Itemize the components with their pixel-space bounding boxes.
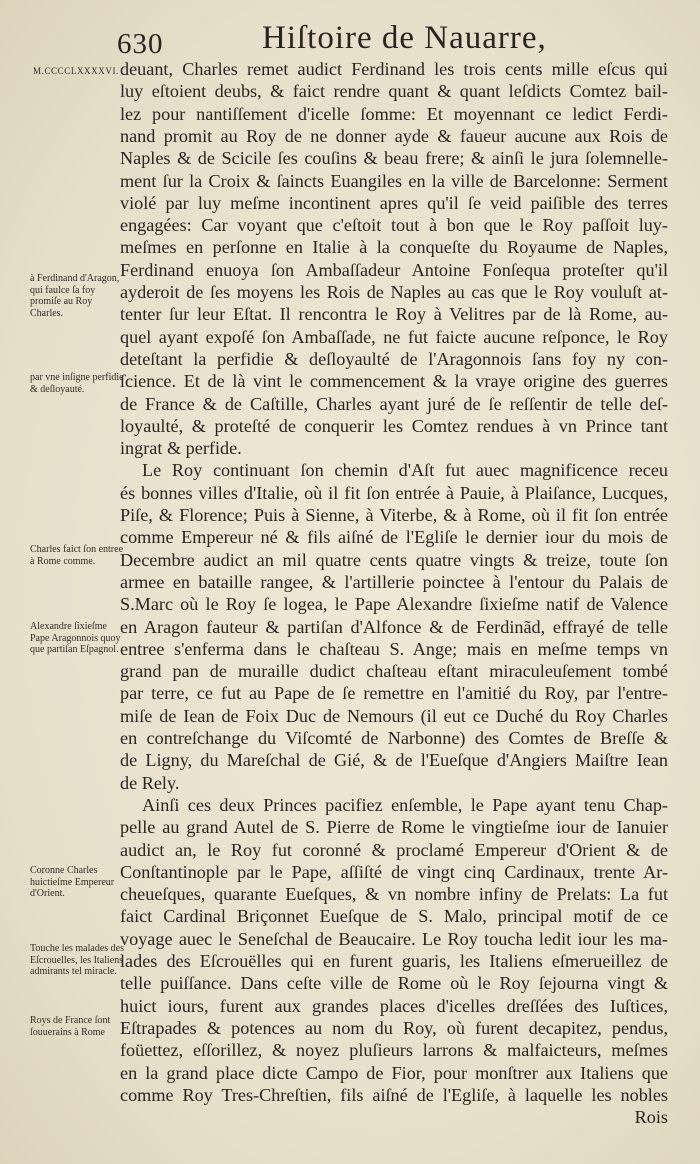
text-line: comme Empereur né & fils aiſné de l'Egliſe le dernier iour du mois de <box>120 527 668 548</box>
text-line: faict Cardinal Briçonnet Eueſque de S. Malo, principal motif de ce <box>120 906 668 927</box>
margin-note-year: M.CCCCLXXXXVI. <box>33 66 119 76</box>
text-line: Ferdinand enuoya ſon Ambaſſadeur Antoine Fonſequa proteſter qu'il <box>120 259 668 280</box>
text-line: Le Roy continuant ſon chemin d'Aſt fut auec magnificence receu <box>142 460 668 481</box>
text-line: de Ligny, du Mareſchal de Gié, & de l'Eueſque d'Angiers Maiſtre Iean <box>120 750 668 771</box>
text-line: Conſtantinople par le Pape, aſſiſté de vingt cinq Cardinaux, trente Ar- <box>120 861 668 882</box>
text-line: de Rely. <box>120 772 180 793</box>
running-title: Hiſtoire de Nauarre, <box>262 20 547 56</box>
text-line: armee en bataille rangee, & l'artillerie poinctee à l'entour du Palais de <box>120 571 668 592</box>
text-line: miſe de Iean de Foix Duc de Nemours (il eut ce Duché du Roy Charles <box>120 705 668 726</box>
text-line: en la grand place dicte Campo de Fior, pour monſtrer aux Italiens que <box>120 1062 668 1083</box>
text-line: ayderoit de ſes moyens les Rois de Naples au cas que le Roy vouluſt at- <box>120 282 668 302</box>
text-line: comme Roy Tres-Chreſtien, fils aiſné de l'Egliſe, à laquelle les nobles <box>120 1084 668 1105</box>
text-line: Decembre audict an mil quatre cents quatre vingts & treize, toute ſon <box>120 549 668 570</box>
text-line: engagées: Car voyant que c'eſtoit tout à bon que le Roy paſſoit luy- <box>120 215 668 236</box>
text-line: Ainſi ces deux Princes pacifiez enſemble, le Pape ayant tenu Chap- <box>142 794 668 815</box>
text-line: audict an, le Roy fut coronné & proclamé Empereur d'Orient & de <box>120 839 668 860</box>
text-line: cheueſques, quarante Eueſques, & vn nombre infiny de Prelats: La fut <box>120 884 668 905</box>
margin-notes <box>0 0 125 1164</box>
margin-note-entree-rome: Charles faict ſon entree à Rome comme. <box>30 544 124 567</box>
catchword: Rois <box>634 1107 668 1128</box>
text-line: loyaulté, & proteſté de conquerir les Comtez rendues à vn Prince tant <box>120 415 668 436</box>
text-line: foüettez, eſſorillez, & noyez pluſieurs larrons & malfaicteurs, meſmes <box>120 1040 668 1061</box>
text-line: S.Marc où le Roy ſe logea, le Pape Alexandre ſixieſme natif de Valence <box>120 594 668 615</box>
text-line: Eſtrapades & potences au nom du Roy, où furent decapitez, pendus, <box>120 1017 668 1038</box>
text-line: és bonnes villes d'Italie, où il fit ſon entrée à Pauie, à Plaiſance, Lucques, <box>120 482 668 503</box>
text-line: tenter ſur leur Eſtat. Il rencontra le Roy à Velitres par de là Rome, au- <box>120 304 668 325</box>
text-line: lez pour nantiſſement d'icelle ſomme: Et moyennant ce ledict Ferdi- <box>120 103 668 124</box>
text-line: violé par luy meſme incontinent apres qu'il ſe veid paiſible des terres <box>120 192 668 213</box>
text-line: telle puiſſance. Dans ceſte ville de Rome où le Roy ſejourna vingt & <box>120 973 668 994</box>
page-number: 630 <box>117 28 164 60</box>
text-line: deuant, Charles remet audict Ferdinand les trois cents mille eſcus qui <box>120 59 668 79</box>
text-line: voyage auec le Seneſchal de Beaucaire. Le Roy toucha ledit iour les ma- <box>120 928 668 949</box>
margin-note-perfidie: par vne inſigne perfidie & deſloyauté. <box>30 372 124 395</box>
text-line: pelle au grand Autel de S. Pierre de Rome le vingtieſme iour de Ianuier <box>120 817 668 838</box>
text-line: meſmes en perſonne en Italie à la conqueſte du Royaume de Naples, <box>120 237 668 258</box>
margin-note-alexandre: Alexandre ſixieſme Pape Aragonnois quoy que partiſan Eſpagnol. <box>30 621 121 655</box>
text-line: de France & de Caſtille, Charles ayant juré de ſe reſſentir de telle deſ- <box>120 393 668 414</box>
text-line: Piſe, & Florence; Puis à Sienne, à Viterbe, & à Rome, où il fit ſon entrée <box>120 505 668 525</box>
text-line: ſcience. Et de là vint le commencement & la vraye origine des guerres <box>120 371 668 392</box>
text-line: en Aragon fauteur & partiſan d'Alfonce & de Ferdinãd, effrayé de telle <box>120 616 668 637</box>
margin-note-ferdinand: à Ferdinand d'Aragon, qui faulce ſa foy promiſe au Roy Charles. <box>30 273 120 319</box>
text-line: Naples & de Scicile ſes couſins & beau frere; & ainſi le jura ſolemnelle- <box>120 148 668 169</box>
text-line: huict iours, furent aux grandes places d'icelles dreſſées des Iuſtices, <box>120 995 668 1016</box>
text-line: lades des Eſcrouëlles qui en furent guaris, les Italiens eſmerueillez de <box>120 951 668 971</box>
text-line: quel ayant expoſé ſon Ambaſſade, ne fut faicte aucune reſponce, le Roy <box>120 326 668 347</box>
text-line: ment ſur la Croix & ſaincts Euangiles en la ville de Barcelonne: Serment <box>120 170 668 191</box>
text-line: par terre, ce fut au Pape de ſe remettre en l'amitié du Roy, par l'entre- <box>120 683 668 704</box>
text-line: en contreſchange du Viſcomté de Narbonne) des Comtes de Breſſe & <box>120 728 668 748</box>
text-line: deteſtant la perfidie & deſloyaulté de l'Aragonnois ſans foy ny con- <box>120 348 668 369</box>
text-line: grand pan de muraille dudict chaſteau eſtant miraculeuſement tombé <box>120 661 668 682</box>
margin-note-escrouelles: Touche les malades des Eſcrouelles, les Italiens admirants tel miracle. <box>30 943 124 977</box>
text-line: luy eſtoient deubs, & faict rendre quant & quant leſdicts Comtez bail- <box>120 81 668 102</box>
text-line: ingrat & perfide. <box>120 438 242 459</box>
text-line: entree s'enferma dans le chaſteau S. Ange; mais en meſme temps vn <box>120 638 668 659</box>
margin-note-coronne: Coronne Charles huictieſme Empereur d'Orient. <box>30 865 115 899</box>
body-text <box>120 56 668 1156</box>
text-line: nand promit au Roy de ne donner ayde & faueur aucune aux Rois de <box>120 125 668 146</box>
margin-note-roys: Roys de France ſont ſouuerains à Rome <box>30 1015 111 1038</box>
